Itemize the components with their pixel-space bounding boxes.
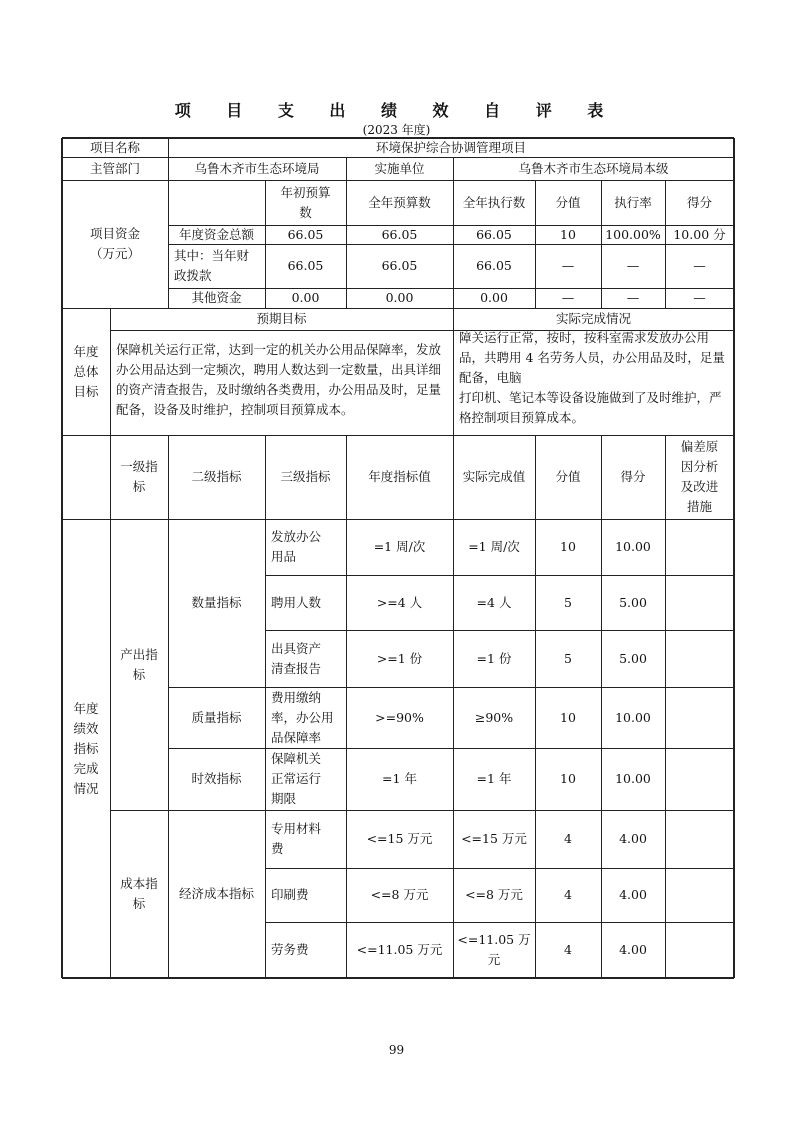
indicator-note: [665, 868, 734, 922]
funds-column-header: 全年执行数: [462, 194, 526, 210]
indicator-score: 4.00: [619, 942, 647, 957]
goals-label: 年度 总体 目标: [73, 343, 99, 399]
indicator-name: 印刷费: [271, 887, 309, 902]
indicator-column-header: 二级指标: [191, 469, 242, 484]
indicator-score-value: 4: [564, 942, 572, 957]
level2-quantity-label: 数量指标: [191, 595, 242, 610]
impl-label: 实施单位: [374, 160, 425, 176]
indicator-actual: =4 人: [476, 594, 512, 610]
indicator-actual: <=8 万元: [465, 887, 523, 902]
funds-value: 100.00%: [605, 226, 661, 242]
indicator-score: 10.00: [615, 539, 651, 554]
funds-value: 0.00: [385, 290, 414, 305]
funds-column-header: 分值: [555, 194, 581, 210]
indicator-name: 费用缴纳 率，办公用 品保障率: [271, 689, 334, 745]
indicator-score-value: 10: [560, 771, 576, 786]
expected-goal-text: 保障机关运行正常，达到一定的机关办公用品保障率，发放办公用品达到一定频次，聘用人数达到一定数量，出具详细的资产清查报告，及时缴纳各类费用，办公用品及时，足量配备，设备及时维护，控制项目预算成本。: [116, 342, 442, 417]
indicator-name: 聘用人数: [271, 594, 322, 610]
indicator-note: [665, 687, 734, 748]
funds-value: —: [626, 258, 640, 273]
indicator-score-value: 10: [560, 539, 576, 554]
indicators-section-label: 年度 绩效 指标 完成 情况: [73, 700, 99, 796]
level2-quality-label: 质量指标: [191, 709, 242, 725]
indicator-target: <=8 万元: [370, 887, 429, 902]
level1-cost-label: 成本指 标: [120, 876, 158, 911]
indicator-target: >=90%: [375, 709, 424, 725]
indicator-note: [665, 575, 734, 630]
indicator-score: 10.00: [615, 709, 651, 725]
indicator-name: 劳务费: [271, 942, 309, 957]
funds-value: 66.05: [476, 226, 512, 242]
page-subtitle: (2023 年度): [362, 123, 431, 137]
indicator-actual: =1 年: [476, 771, 512, 786]
dept-value: 乌鲁木齐市生态环境局: [194, 160, 320, 176]
level1-output-label: 产出指 标: [120, 646, 158, 682]
actual-result-header: 实际完成情况: [555, 311, 631, 326]
funds-value: 10.00 分: [673, 226, 726, 242]
level2-timeliness-label: 时效指标: [191, 771, 242, 786]
dept-label: 主管部门: [89, 160, 140, 176]
indicator-column-header: 实际完成值: [462, 469, 526, 484]
indicator-column-header: 得分: [620, 469, 646, 484]
funds-value: —: [561, 258, 575, 273]
expected-goal-header: 预期目标: [256, 311, 307, 326]
funds-column-header: 得分: [686, 194, 712, 210]
page-number: 99: [388, 1043, 405, 1057]
indicator-column-header: 三级指标: [280, 469, 331, 484]
funds-column-header: 全年预算数: [368, 194, 431, 210]
indicator-name: 专用材料 费: [271, 821, 322, 856]
funds-row-label: 其他资金: [191, 290, 242, 305]
indicator-actual: <=15 万元: [461, 831, 527, 846]
indicator-name: 保障机关 正常运行 期限: [271, 751, 322, 806]
indicator-note: [665, 810, 734, 868]
indicator-column-header: 一级指 标: [120, 459, 158, 494]
indicator-score-value: 5: [564, 594, 572, 610]
funds-value: 66.05: [476, 258, 512, 273]
project-name-value: 环境保护综合协调管理项目: [375, 139, 526, 155]
funds-value: —: [626, 290, 640, 305]
indicator-target: =1 周/次: [373, 539, 426, 554]
funds-value: 0.00: [480, 290, 508, 305]
indicator-score-value: 4: [564, 887, 572, 902]
indicator-note: [665, 748, 734, 810]
indicator-target: =1 年: [382, 771, 417, 786]
indicator-note: [665, 922, 734, 978]
indicator-column-header: 年度指标值: [368, 469, 431, 484]
page-title: 项 目 支 出 绩 效 自 评 表: [174, 101, 619, 120]
funds-column-header: 年初预算 数: [280, 184, 331, 220]
funds-value: 66.05: [287, 226, 324, 242]
indicator-note: [665, 630, 734, 687]
funds-value: —: [561, 290, 575, 305]
indicator-actual: <=11.05 万 元: [457, 932, 531, 967]
level2-cost-label: 经济成本指标: [178, 886, 254, 901]
indicator-score-value: 4: [564, 831, 572, 846]
indicator-score: 4.00: [619, 831, 647, 846]
funds-label: 项目资金 （万元）: [89, 226, 140, 261]
indicator-name: 发放办公 用品: [271, 529, 322, 564]
funds-value: —: [693, 290, 706, 305]
indicator-actual: =1 周/次: [468, 539, 520, 554]
indicator-actual: =1 份: [476, 650, 512, 666]
indicator-target: <=15 万元: [366, 831, 433, 846]
indicator-score: 5.00: [619, 594, 647, 610]
funds-row-label: 其中：当年财 政拨款: [174, 248, 250, 283]
funds-value: 66.05: [287, 258, 324, 273]
indicator-target: >=4 人: [376, 594, 423, 610]
funds-value: 0.00: [291, 290, 320, 305]
indicator-score-value: 5: [564, 650, 572, 666]
impl-value: 乌鲁木齐市生态环境局本级: [518, 160, 669, 176]
funds-column-header: 执行率: [614, 194, 652, 210]
indicator-score: 10.00: [615, 771, 651, 786]
indicator-actual: ≥90%: [474, 709, 514, 725]
funds-value: 66.05: [381, 258, 418, 273]
indicator-score: 4.00: [619, 887, 647, 902]
indicator-name: 出具资产 清查报告: [271, 640, 322, 676]
project-name-label: 项目名称: [89, 139, 140, 155]
funds-value: 10: [560, 226, 576, 242]
funds-value: 66.05: [381, 226, 418, 242]
indicator-score: 5.00: [619, 650, 647, 666]
indicator-column-header: 分值: [555, 469, 581, 484]
funds-value: —: [693, 258, 706, 273]
indicator-column-header: 偏差原 因分析 及改进 措施: [680, 439, 719, 514]
indicator-target: <=11.05 万元: [356, 942, 443, 957]
indicator-target: >=1 份: [376, 650, 423, 666]
actual-result-text: 障关运行正常，按时，按科室需求发放办公用品，共聘用 4 名劳务人员，办公用品及时，足量配备，电脑 打印机、笔记本等设备设施做到了及时维护，严格控制项目预算成本。: [459, 330, 725, 425]
indicator-score-value: 10: [560, 709, 576, 725]
indicator-note: [665, 519, 734, 575]
funds-row-label: 年度资金总额: [178, 226, 254, 242]
